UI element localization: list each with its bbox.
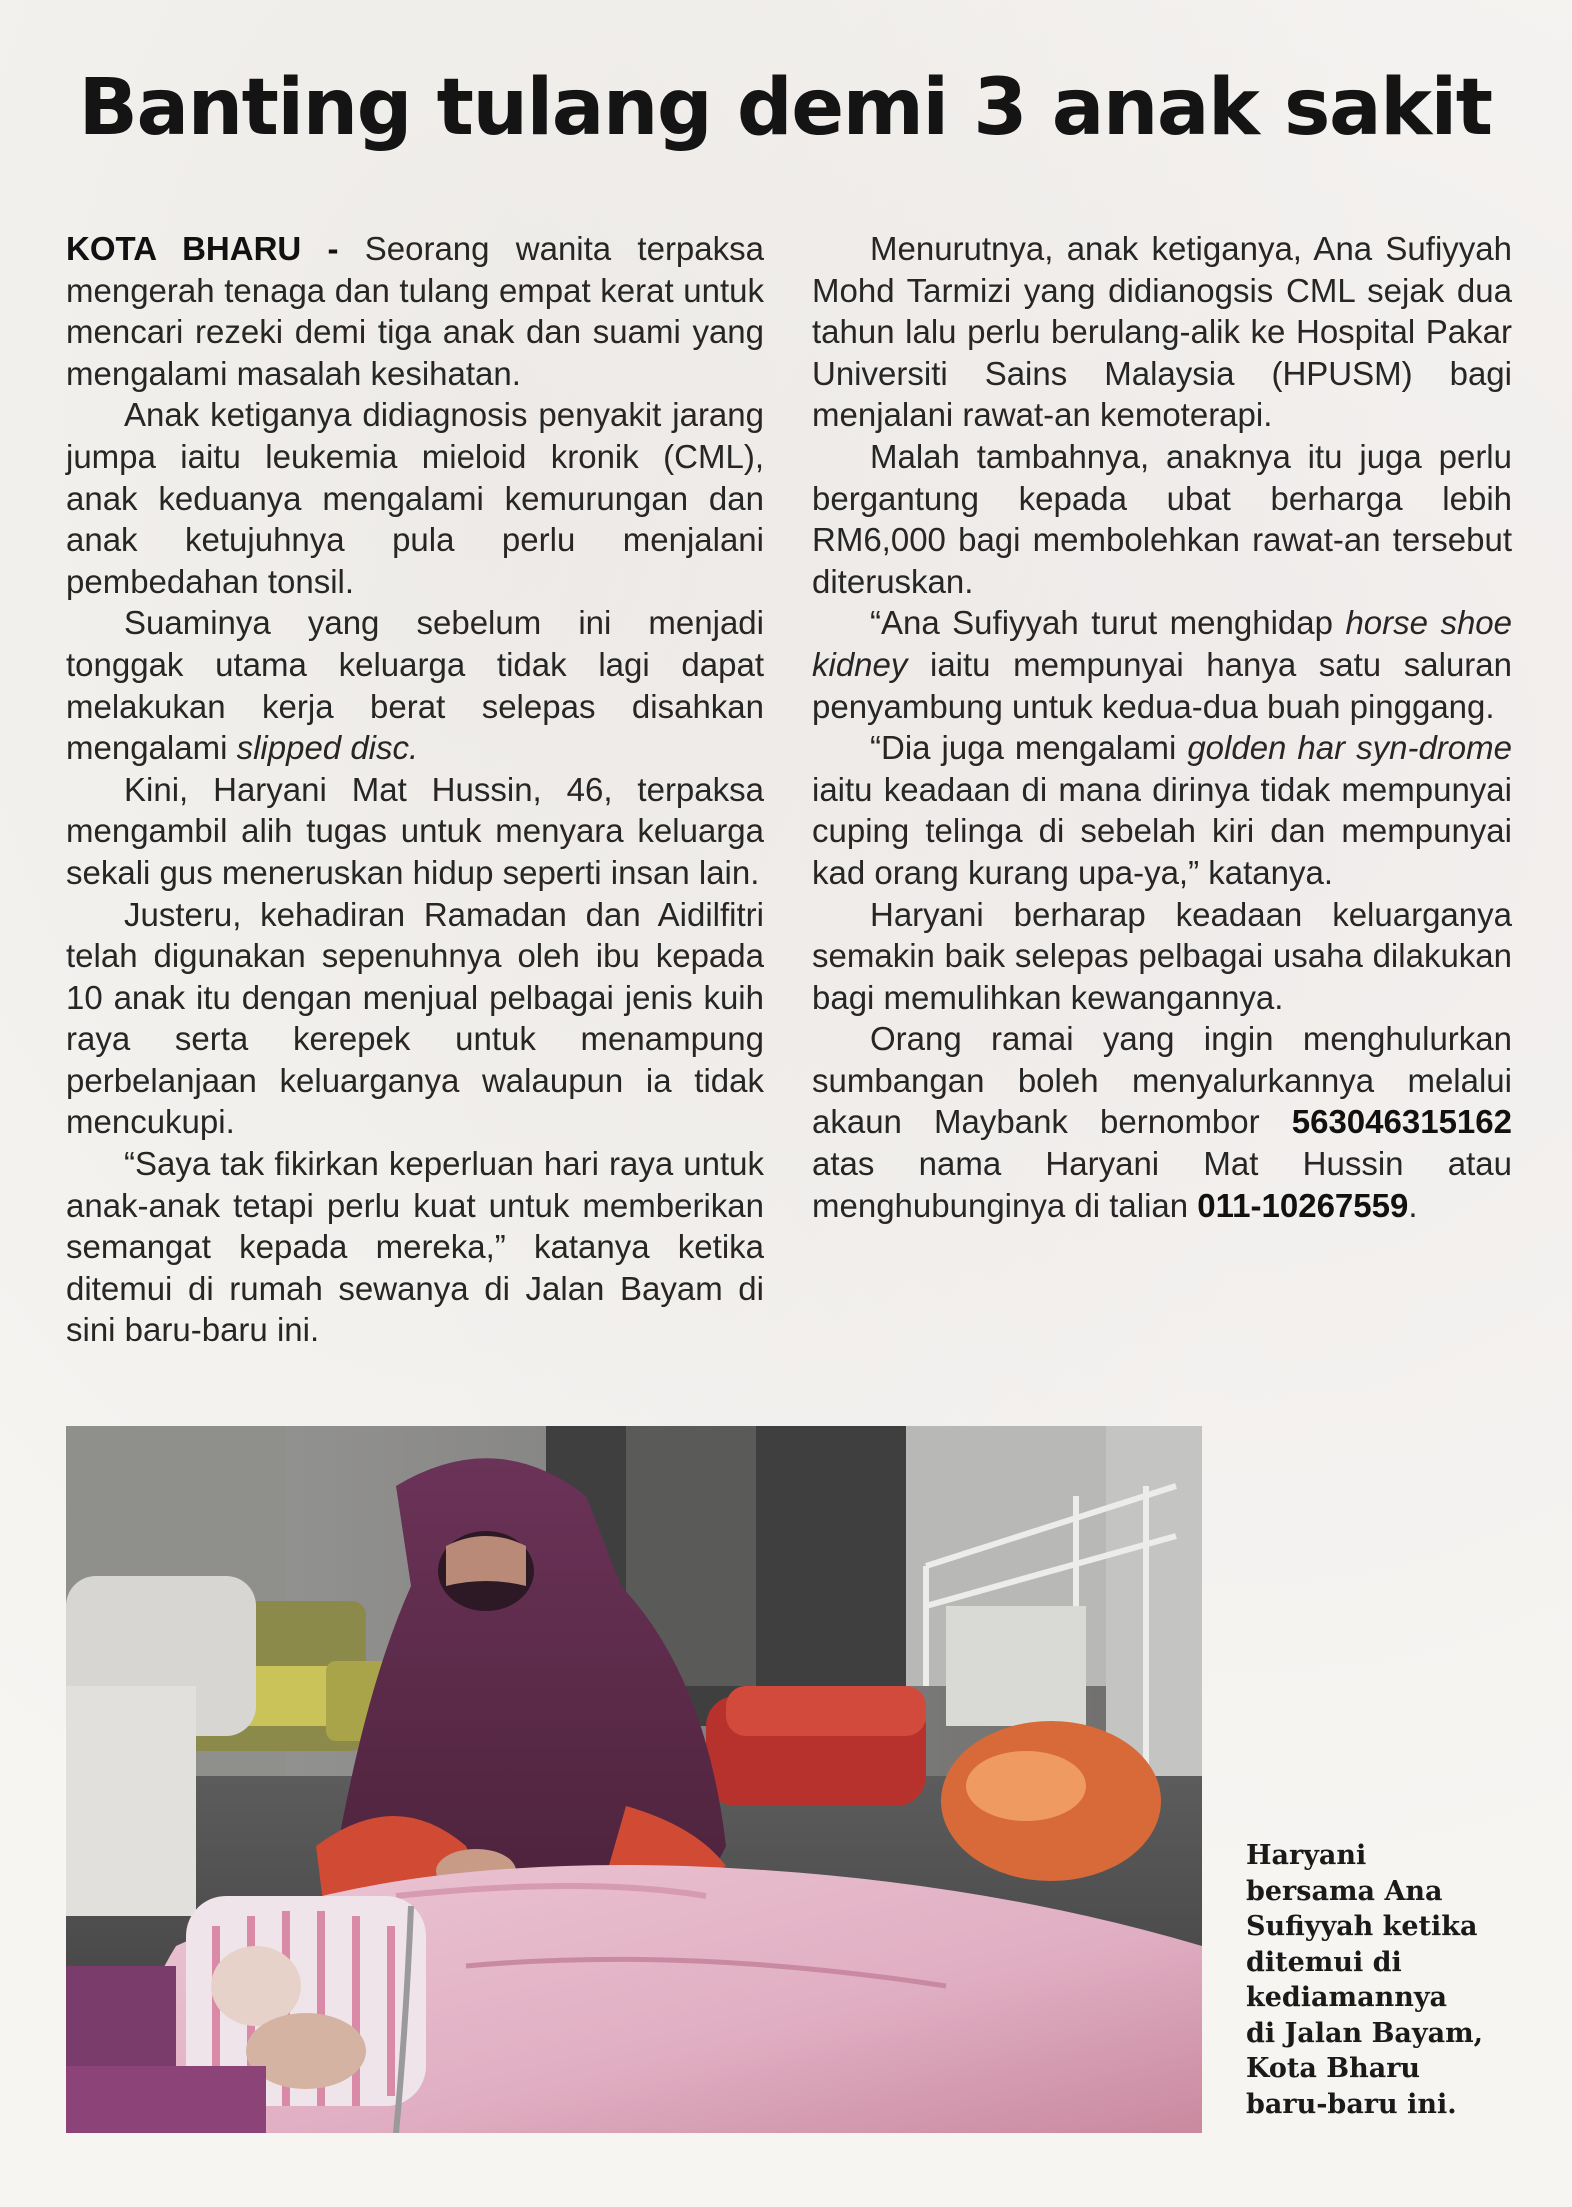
italic-term: slipped disc. xyxy=(236,729,419,767)
article-paragraph: Justeru, kehadiran Ramadan dan Aidilfitri telah digunakan sepenuhnya oleh ibu kepada 10 anak itu dengan menjual pelbagai jenis kuih raya serta kerepek untuk menampung perbelanjaan keluarganya walaupun ia tidak mencukupi. xyxy=(66,895,764,1141)
article-paragraph: Orang ramai yang ingin menghulurkan sumbangan boleh menyalurkannya melalui akaun Maybank bernombor 563046315162 atas nama Haryani Mat Hussin atau menghubunginya di talian 011-10267559. xyxy=(812,1020,1512,1224)
dateline: KOTA BHARU - xyxy=(66,230,339,267)
news-photo xyxy=(66,1426,1202,2133)
article-left-column xyxy=(66,228,764,1351)
article-paragraph: Anak ketiganya didiagnosis penyakit jarang jumpa iaitu leukemia mieloid kronik (CML), anak keduanya mengalami kemurungan dan anak ketujuhnya pula perlu menjalani pembedahan tonsil. xyxy=(66,396,764,600)
phone-number: 011-10267559 xyxy=(1197,1186,1409,1224)
italic-term: golden har syn-drome xyxy=(1187,729,1512,767)
headline: Banting tulang demi 3 anak sakit xyxy=(78,63,1492,153)
article-paragraph: Menurutnya, anak ketiganya, Ana Sufiyyah Mohd Tarmizi yang didianogsis CML sejak dua tahun lalu perlu berulang-alik ke Hospital Pakar Universiti Sains Malaysia (HPUSM) bagi menjalani rawat-an kemoterapi. xyxy=(812,230,1512,434)
account-number: 563046315162 xyxy=(1291,1103,1512,1141)
article-paragraph: “Dia juga mengalami golden har syn-drome iaitu keadaan di mana dirinya tidak mempunyai cuping telinga di sebelah kiri dan mempunyai kad orang kurang upa-ya,” katanya. xyxy=(812,729,1512,891)
article-paragraph: KOTA BHARU - Seorang wanita terpaksa mengerah tenaga dan tulang empat kerat untuk mencari rezeki demi tiga anak dan suami yang mengalami masalah kesihatan. xyxy=(66,230,764,392)
italic-term: horse shoe kidney xyxy=(812,604,1513,683)
photo-caption: Haryani bersama Ana Sufiyyah ketika ditemui di kediamannya di Jalan Bayam, Kota Bharu baru-baru ini. xyxy=(1246,1840,1484,2120)
article-right-column xyxy=(812,228,1512,1226)
article-paragraph: Malah tambahnya, anaknya itu juga perlu bergantung kepada ubat berharga lebih RM6,000 bagi membolehkan rawat-an tersebut diteruskan. xyxy=(812,437,1512,600)
article-paragraph: “Ana Sufiyyah turut menghidap horse shoe kidney iaitu mempunyai hanya satu saluran penyambung untuk kedua-dua buah pinggang. xyxy=(812,604,1513,725)
article-paragraph: Kini, Haryani Mat Hussin, 46, terpaksa mengambil alih tugas untuk menyara keluarga sekali gus meneruskan hidup seperti insan lain. xyxy=(66,770,764,891)
article-paragraph: Haryani berharap keadaan keluarganya semakin baik selepas pelbagai usaha dilakukan bagi memulihkan kewangannya. xyxy=(812,895,1512,1016)
article-paragraph: “Saya tak fikirkan keperluan hari raya untuk anak-anak tetapi perlu kuat untuk memberikan semangat kepada mereka,” katanya ketika ditemui di rumah sewanya di Jalan Bayam di sini baru-baru ini. xyxy=(66,1145,764,1349)
article-paragraph: Suaminya yang sebelum ini menjadi tonggak utama keluarga tidak lagi dapat melakukan kerja berat selepas disahkan mengalami slipped disc. xyxy=(66,604,764,767)
